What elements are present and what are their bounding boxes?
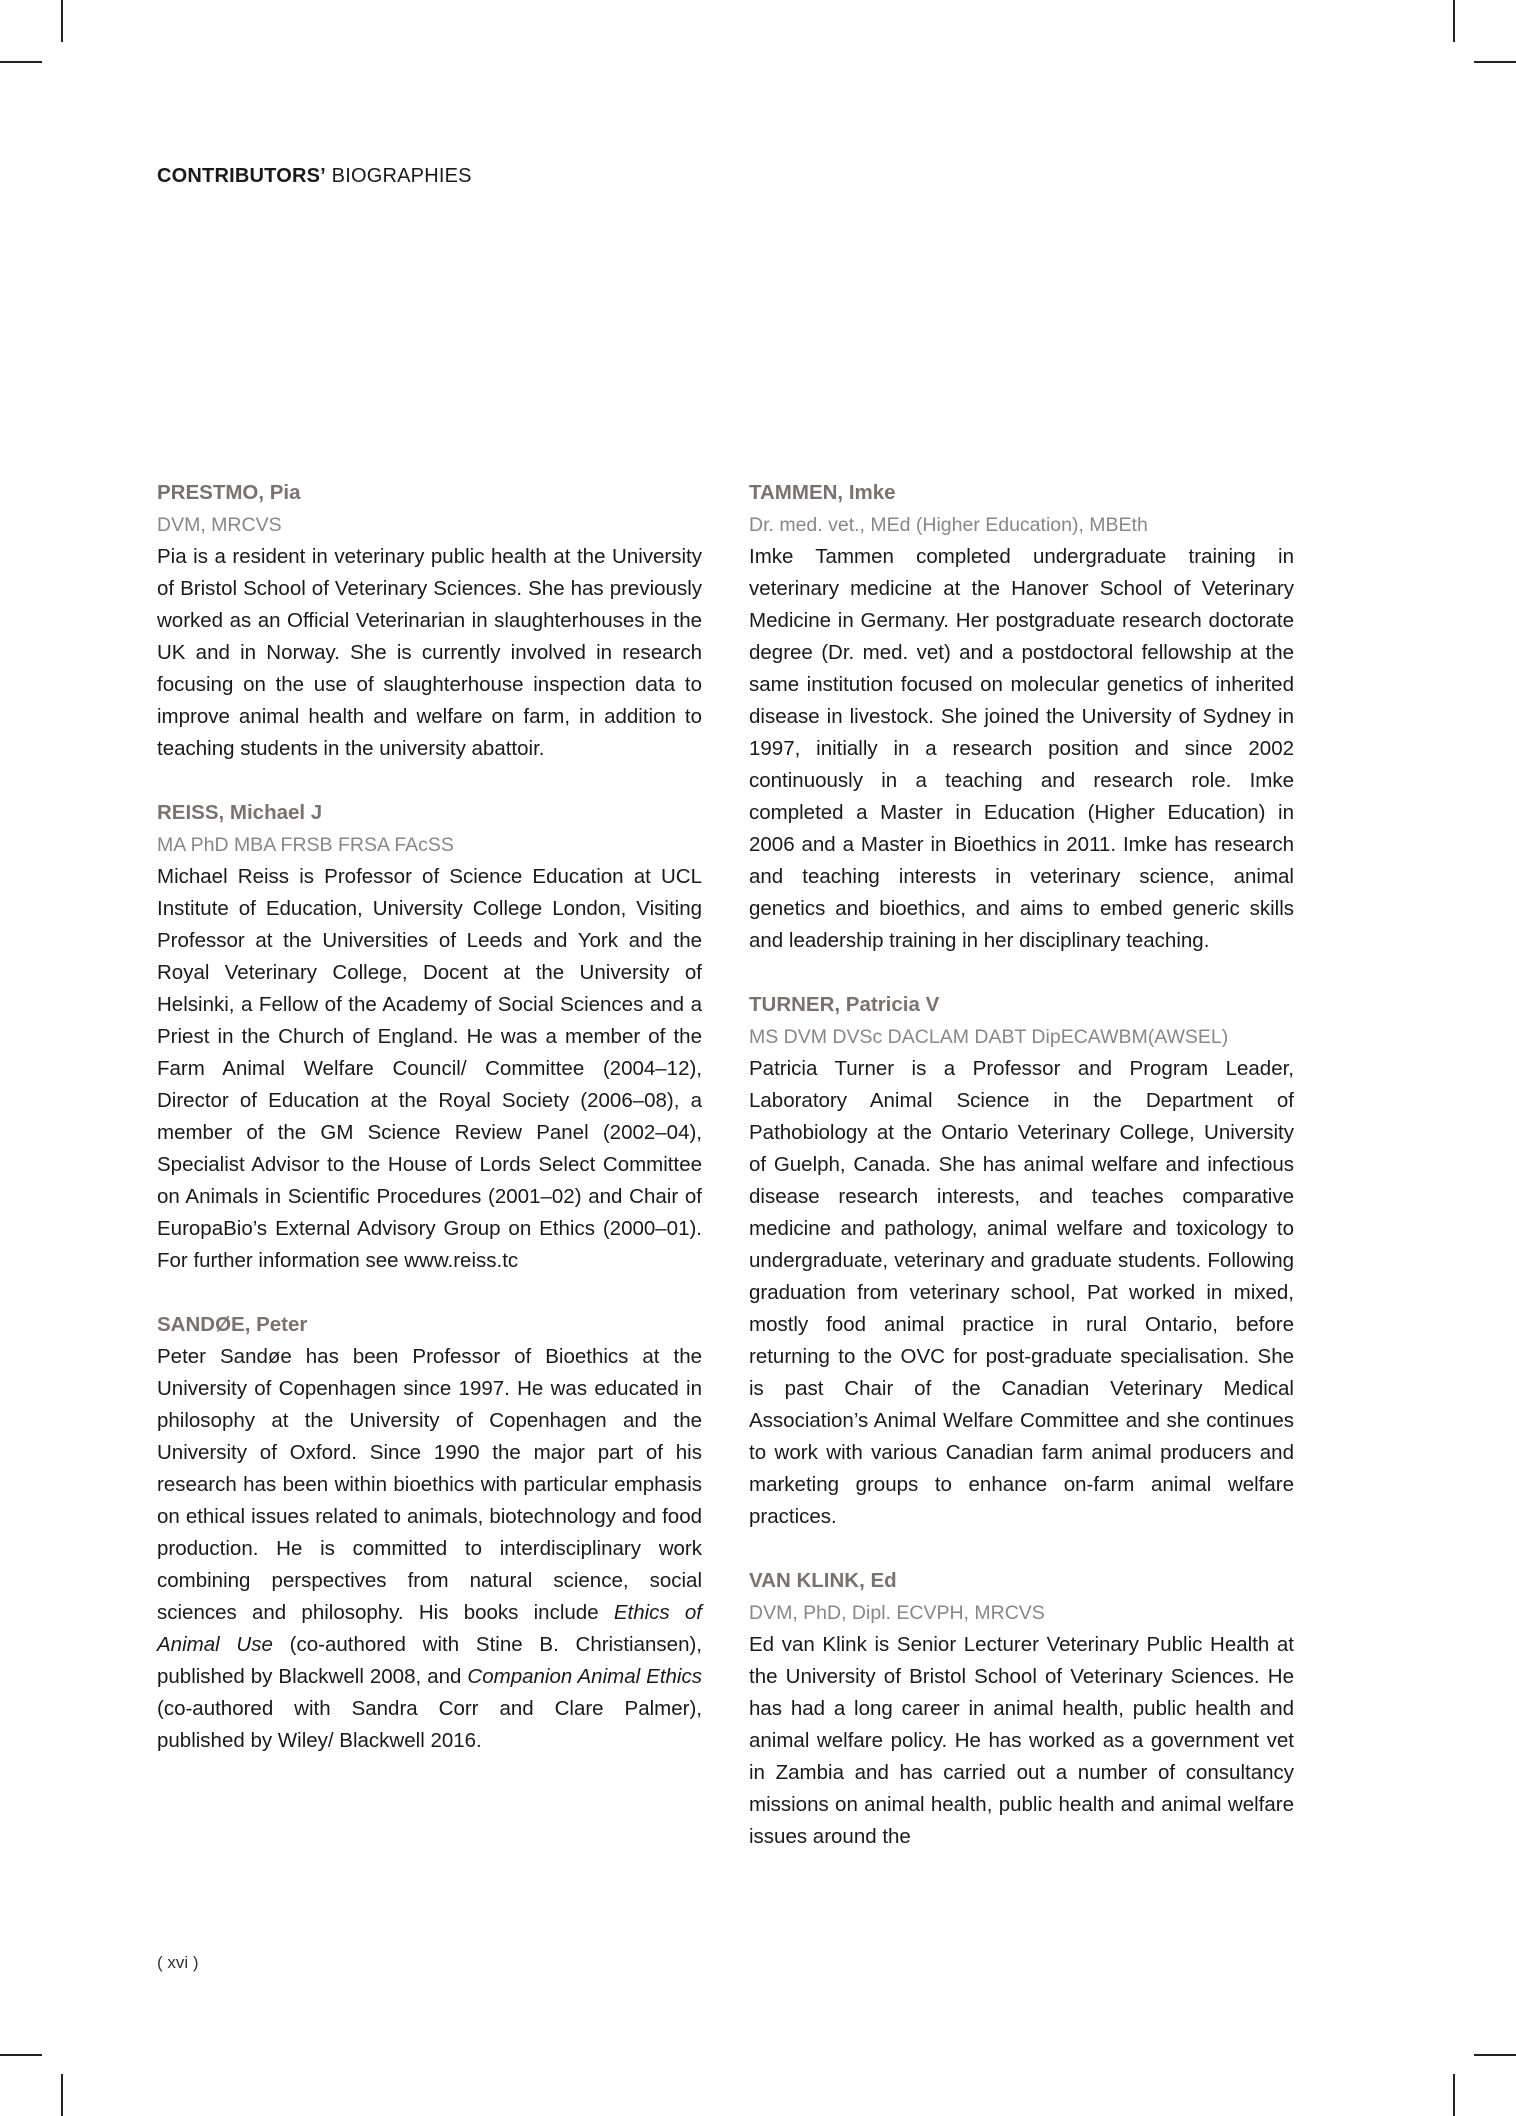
contributor-name: TAMMEN, Imke xyxy=(749,481,896,504)
contributor-bio: Ed van Klink is Senior Lecturer Veterinary Public Health at the University of Bristol School of Veterinary Sciences. He has had a long career in animal health, public health and animal welfare policy. He has worked as a government vet in Zambia and has carried out a number of consultancy missions on animal health, public health and animal welfare issues around the xyxy=(749,1633,1294,1848)
running-head-light: BIOGRAPHIES xyxy=(325,165,472,187)
running-head xyxy=(157,165,472,188)
contributor-bio: Imke Tammen completed undergraduate training in veterinary medicine at the Hanover School of Veterinary Medicine in Germany. Her postgraduate research doctorate degree (Dr. med. vet) and a postdoctoral fellowship at the same institution focused on molecular genetics of inherited disease in livestock. She joined the University of Sydney in 1997, initially in a research position and since 2002 continuously in a teaching and research role. Imke completed a Master in Education (Higher Education) in 2006 and a Master in Bioethics in 2011. Imke has research and teaching interests in veterinary science, animal genetics and bioethics, and aims to embed generic skills and leadership training in her disciplinary teaching. xyxy=(749,545,1294,952)
right-column xyxy=(749,477,1294,1885)
contributor-bio: Pia is a resident in veterinary public health at the University of Bristol School of Veterinary Sciences. She has previously worked as an Official Veterinarian in slaughterhouses in the UK and in Norway. She is currently involved in research focusing on the use of slaughterhouse inspection data to improve animal health and welfare on farm, in addition to teaching students in the university abattoir. xyxy=(157,545,702,760)
crop-mark-bottom-right-h xyxy=(1474,2054,1516,2056)
contributor-credentials: DVM, MRCVS xyxy=(157,514,282,536)
contributor-bio xyxy=(157,1341,702,1757)
running-head-bold: CONTRIBUTORS’ xyxy=(157,165,326,187)
bio-entry-turner xyxy=(749,989,1294,1533)
book-title: Ethics of Animal Use xyxy=(157,1601,702,1656)
crop-mark-bottom-right xyxy=(1453,2074,1455,2116)
bio-entry-reiss xyxy=(157,797,702,1277)
contributor-bio: Patricia Turner is a Professor and Program Leader, Laboratory Animal Science in the Department of Pathobiology at the Ontario Veterinary College, University of Guelph, Canada. She has animal welfare and infectious disease research interests, and teaches comparative medicine and pathology, animal welfare and toxicology to undergraduate, veterinary and graduate students. Following graduation from veterinary school, Pat worked in mixed, mostly food animal practice in rural Ontario, before returning to the OVC for post-graduate specialisation. She is past Chair of the Canadian Veterinary Medical Association’s Animal Welfare Committee and she continues to work with various Canadian farm animal producers and marketing groups to enhance on-farm animal welfare practices. xyxy=(749,1057,1294,1528)
book-title: Companion Animal Ethics xyxy=(467,1665,702,1688)
contributor-credentials: Dr. med. vet., MEd (Higher Education), MBEth xyxy=(749,514,1148,536)
contributor-credentials: MA PhD MBA FRSB FRSA FAcSS xyxy=(157,834,454,856)
contributor-credentials: MS DVM DVSc DACLAM DABT DipECAWBM(AWSEL) xyxy=(749,1026,1229,1048)
crop-mark-top-right xyxy=(1453,0,1455,42)
contributor-bio: Michael Reiss is Professor of Science Education at UCL Institute of Education, University College London, Visiting Professor at the Universities of Leeds and York and the Royal Veterinary College, Docent at the University of Helsinki, a Fellow of the Academy of Social Sciences and a Priest in the Church of England. He was a member of the Farm Animal Welfare Council/ Committee (2004–12), Director of Education at the Royal Society (2006–08), a member of the GM Science Review Panel (2002–04), Specialist Advisor to the House of Lords Select Committee on Animals in Scientific Procedures (2001–02) and Chair of EuropaBio’s External Advisory Group on Ethics (2000–01). For further information see www.reiss.tc xyxy=(157,865,702,1272)
crop-mark-top-left xyxy=(61,0,63,42)
crop-mark-bottom-left xyxy=(61,2074,63,2116)
bio-entry-prestmo xyxy=(157,477,702,765)
crop-mark-top-left-h xyxy=(0,61,42,63)
left-column xyxy=(157,477,702,1789)
contributor-name: REISS, Michael J xyxy=(157,801,323,824)
bio-entry-sandoe xyxy=(157,1309,702,1757)
bio-entry-van-klink xyxy=(749,1565,1294,1853)
crop-mark-bottom-left-h xyxy=(0,2054,42,2056)
crop-mark-top-right-h xyxy=(1474,61,1516,63)
contributor-name: VAN KLINK, Ed xyxy=(749,1569,897,1592)
bio-text: (co-authored with Sandra Corr and Clare Palmer), published by Wiley/ Blackwell 2016. xyxy=(157,1697,702,1752)
contributor-credentials: DVM, PhD, Dipl. ECVPH, MRCVS xyxy=(749,1602,1045,1624)
bio-text: Peter Sandøe has been Professor of Bioethics at the University of Copenhagen since 1997. He was educated in philosophy at the University of Copenhagen and the University of Oxford. Since 1990 the major part of his research has been within bioethics with particular emphasis on ethical issues related to animals, biotechnology and food production. He is committed to interdisciplinary work combining perspectives from natural science, social sciences and philosophy. His books include xyxy=(157,1345,702,1624)
page-number: ( xvi ) xyxy=(157,1953,199,1972)
contributor-name: PRESTMO, Pia xyxy=(157,481,301,504)
contributor-name: SANDØE, Peter xyxy=(157,1313,308,1336)
bio-entry-tammen xyxy=(749,477,1294,957)
contributor-name: TURNER, Patricia V xyxy=(749,993,940,1016)
bio-text: (co-authored with Stine B. Christiansen), published by Blackwell 2008, and xyxy=(157,1633,702,1688)
